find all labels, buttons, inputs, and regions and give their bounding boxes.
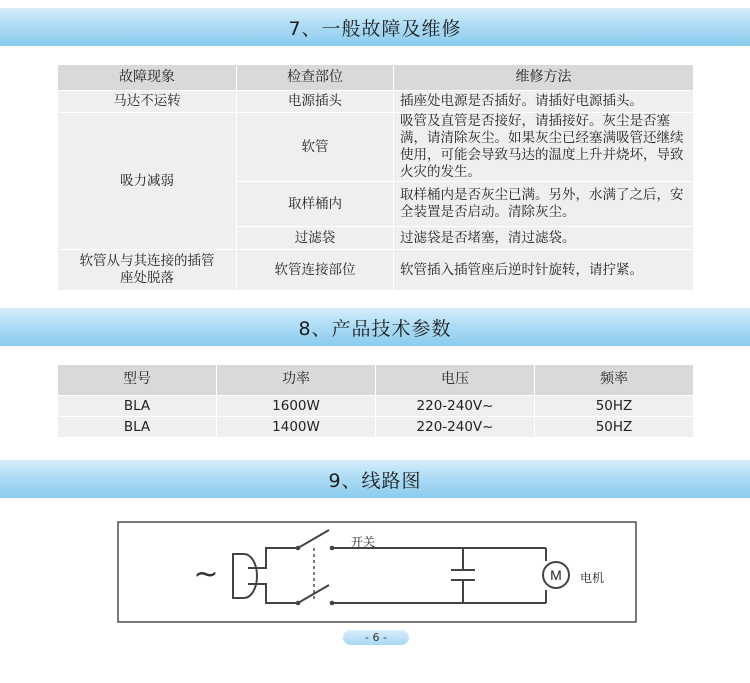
voltage-cell: 220-240V~	[376, 396, 535, 417]
method-cell: 插座处电源是否插好。请插好电源插头。	[394, 91, 694, 113]
symptom-cell: 吸力减弱	[58, 113, 237, 250]
page-number	[343, 630, 409, 645]
frequency-cell: 50HZ	[535, 396, 694, 417]
method-cell: 过滤袋是否堵塞，清过滤袋。	[394, 227, 694, 250]
part-cell: 取样桶内	[237, 182, 394, 227]
model-cell: BLA	[58, 417, 217, 438]
method-cell: 吸管及直管是否接好，请插接好。灰尘是否塞满，请清除灰尘。如果灰尘已经塞满吸管还继续使用，可能会导致马达的温度上升并烧坏，导致火灾的发生。	[394, 113, 694, 182]
motor-label: 电机	[580, 571, 605, 585]
header-model: 型号	[58, 365, 217, 396]
plug-body	[233, 554, 257, 598]
switch-blade-top	[298, 530, 329, 548]
part-cell: 软管	[237, 113, 394, 182]
wire-top-left	[262, 548, 298, 568]
switch-blade-bottom	[298, 585, 329, 603]
section-7-title: 7、一般故障及维修	[288, 17, 462, 40]
page-number-text: - 6 -	[365, 631, 387, 644]
header-repair-method: 维修方法	[394, 65, 694, 91]
model-cell: BLA	[58, 396, 217, 417]
symptom-cell: 软管从与其连接的插管座处脱落	[58, 250, 237, 291]
header-power: 功率	[217, 365, 376, 396]
section-8-title: 8、产品技术参数	[298, 317, 452, 340]
method-cell: 取样桶内是否灰尘已满。另外，水满了之后，安全装置是否启动。清除灰尘。	[394, 182, 694, 227]
wire-bottom-left	[262, 584, 298, 603]
part-cell: 过滤袋	[237, 227, 394, 250]
header-frequency: 频率	[535, 365, 694, 396]
frequency-cell: 50HZ	[535, 417, 694, 438]
ac-symbol: ~	[193, 557, 219, 592]
header-voltage: 电压	[376, 365, 535, 396]
header-check-part: 检查部位	[237, 65, 394, 91]
symptom-cell: 马达不运转	[58, 91, 237, 113]
part-cell: 软管连接部位	[237, 250, 394, 291]
motor-symbol-letter: M	[550, 567, 562, 583]
header-symptom: 故障现象	[58, 65, 237, 91]
method-cell: 软管插入插管座后逆时针旋转，请拧紧。	[394, 250, 694, 291]
switch-label: 开关	[351, 535, 376, 549]
voltage-cell: 220-240V~	[376, 417, 535, 438]
section-9-title: 9、线路图	[328, 469, 422, 492]
part-cell: 电源插头	[237, 91, 394, 113]
power-cell: 1400W	[217, 417, 376, 438]
power-cell: 1600W	[217, 396, 376, 417]
